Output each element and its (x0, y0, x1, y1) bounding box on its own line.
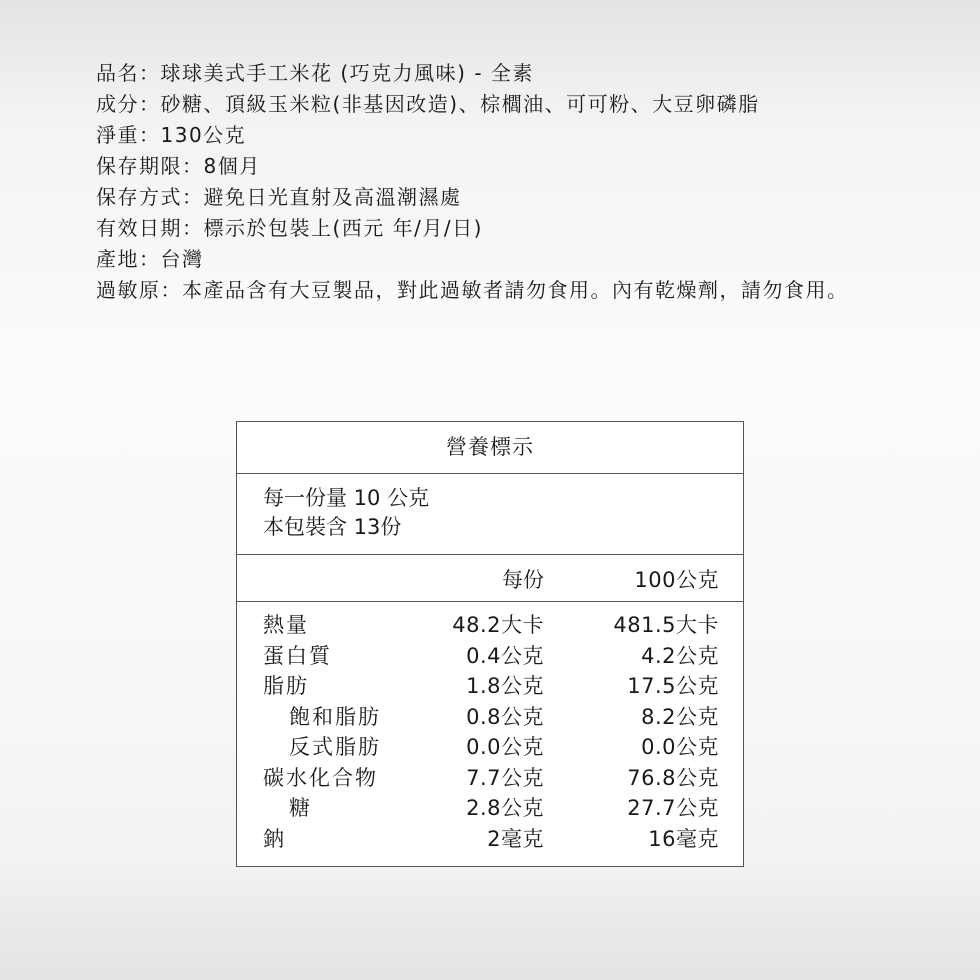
nutrient-row-trans-fat: 反式脂肪 0.0公克 0.0公克 (289, 735, 719, 759)
info-allergen: 過敏原：本產品含有大豆製品，對此過敏者請勿食用。內有乾燥劑，請勿食用。 (96, 278, 849, 302)
info-net-weight: 淨重：130公克 (96, 123, 247, 147)
info-storage: 保存方式：避免日光直射及高溫潮濕處 (96, 185, 462, 209)
nutrient-row-carbohydrate: 碳水化合物 7.7公克 76.8公克 (263, 765, 719, 790)
nutrient-row-sodium: 鈉 2毫克 16毫克 (263, 826, 719, 851)
nutrient-row-sugar: 糖 2.8公克 27.7公克 (289, 796, 719, 820)
nutrition-table (236, 421, 744, 867)
nutrient-row-fat: 脂肪 1.8公克 17.5公克 (263, 674, 719, 698)
servings-per-package: 本包裝含 13份 (263, 515, 402, 539)
info-origin: 產地：台灣 (96, 247, 204, 271)
serving-size: 每一份量 10 公克 (263, 486, 430, 510)
nutrient-row-protein: 蛋白質 0.4公克 4.2公克 (263, 643, 719, 668)
nutrient-row-calories: 熱量 48.2大卡 481.5大卡 (263, 613, 719, 637)
info-shelf-life: 保存期限：8個月 (96, 154, 261, 178)
info-expiry: 有效日期：標示於包裝上(西元 年/月/日) (96, 216, 483, 240)
header-per-100g: 100公克 (634, 568, 719, 592)
nutrition-header-row (237, 555, 743, 602)
header-per-serving: 每份 (502, 568, 544, 592)
nutrient-row-saturated-fat: 飽和脂肪 0.8公克 8.2公克 (289, 704, 719, 729)
product-info (96, 58, 849, 306)
info-ingredients: 成分：砂糖、頂級玉米粒(非基因改造)、棕櫚油、可可粉、大豆卵磷脂 (96, 92, 760, 116)
info-product-name: 品名：球球美式手工米花 (巧克力風味) - 全素 (96, 61, 534, 85)
serving-info (237, 474, 743, 555)
nutrition-rows (237, 602, 743, 854)
nutrition-title: 營養標示 (237, 422, 743, 474)
